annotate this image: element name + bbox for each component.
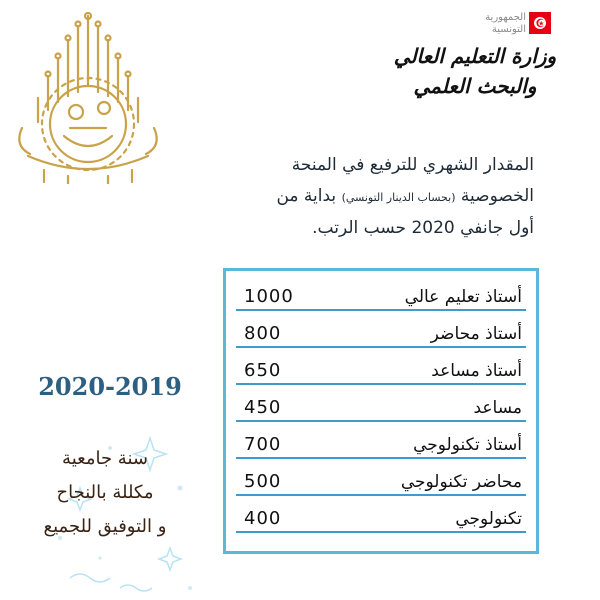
grade-amount: 700 (244, 434, 282, 455)
grade-name: مساعد (473, 398, 522, 418)
wish-line1: سنة جامعية (62, 448, 148, 469)
headline-line3: أول جانفي 2020 حسب الرتب. (312, 218, 534, 238)
table-row (236, 458, 526, 496)
ministry-title-line1: وزارة التعليم العالي (393, 44, 557, 68)
grade-name: محاضر تكنولوجي (400, 472, 522, 492)
table-row (236, 384, 526, 422)
grade-amount: 500 (244, 471, 282, 492)
grade-amount: 400 (244, 508, 282, 529)
grade-name: أستاذ محاضر (430, 324, 522, 344)
headline-line2-end: بداية من (276, 186, 337, 206)
grade-amount-table (223, 268, 539, 554)
headline (194, 150, 534, 244)
table-row (236, 421, 526, 459)
grade-amount: 1000 (244, 286, 294, 307)
academic-year: 2020-2019 (38, 372, 182, 401)
headline-line2-main: الخصوصية (460, 186, 534, 206)
higher-education-gold-emblem (8, 6, 166, 184)
ministry-title-line2: والبحث العلمي (413, 74, 537, 98)
grade-name: أستاذ تكنولوجي (413, 435, 522, 455)
wish-line3: و التوفيق للجميع (43, 516, 167, 537)
grade-name: أستاذ مساعد (431, 361, 522, 381)
grade-amount: 800 (244, 323, 282, 344)
grade-amount: 650 (244, 360, 282, 381)
table-row (236, 495, 526, 533)
headline-currency-note: (بحساب الدينار التونسي) (341, 191, 456, 204)
headline-line2 (194, 181, 534, 213)
tunisia-flag-icon (529, 12, 551, 34)
headline-line1: المقدار الشهري للترفيع في المنحة (291, 155, 534, 175)
grade-name: أستاذ تعليم عالي (404, 287, 522, 307)
republic-name-line2: التونسية (491, 24, 526, 35)
table-row (236, 347, 526, 385)
grade-amount: 450 (244, 397, 282, 418)
wish-line2: مكللة بالنجاح (56, 482, 154, 503)
table-row (236, 310, 526, 348)
table-row (236, 273, 526, 311)
grade-name: تكنولوجي (455, 509, 522, 529)
republic-name-line1: الجمهورية (485, 12, 526, 23)
